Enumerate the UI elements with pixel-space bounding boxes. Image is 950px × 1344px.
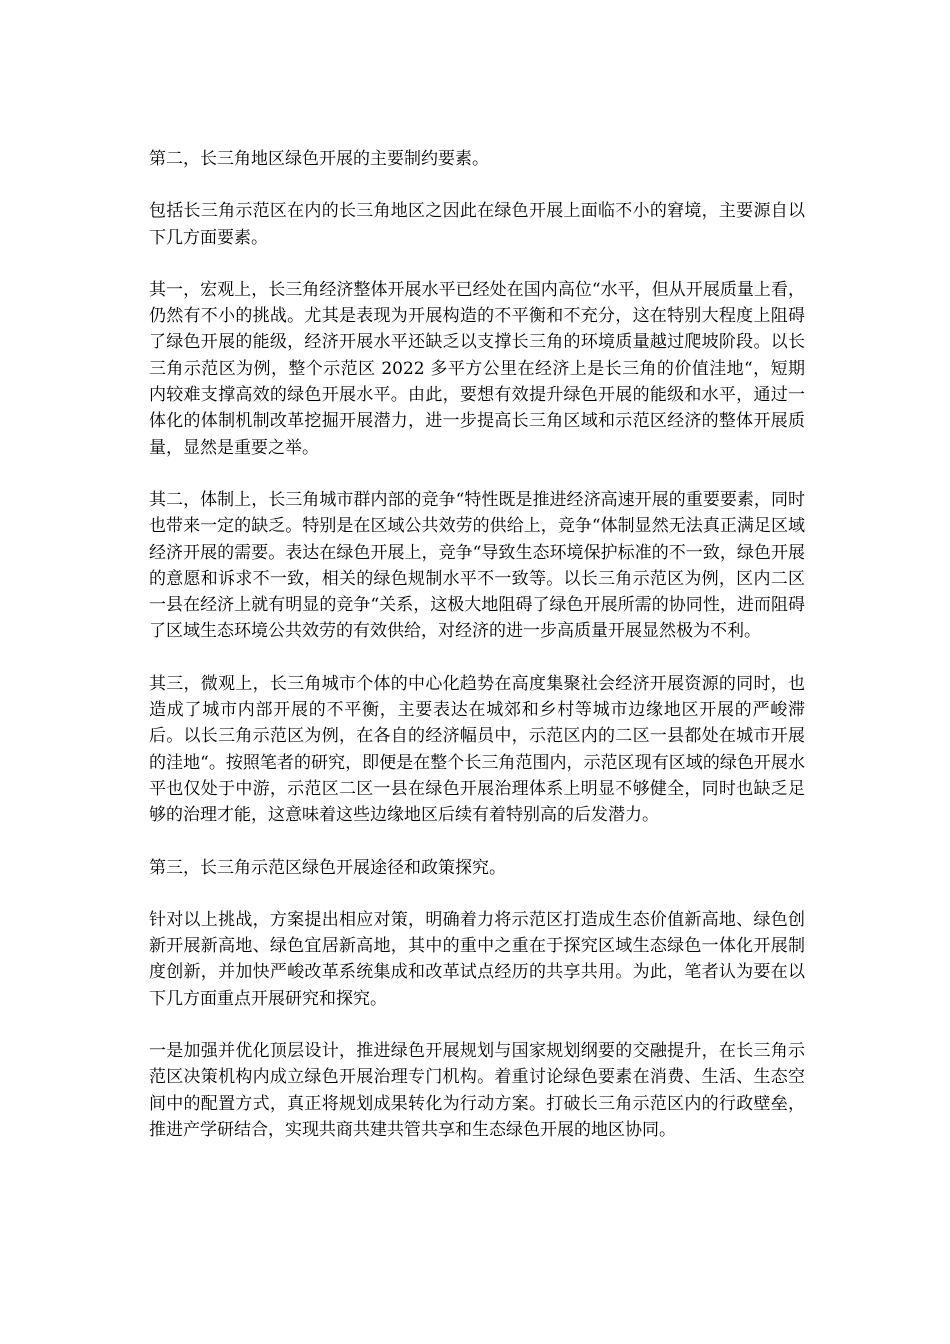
- paragraph-macro: 其一，宏观上，长三角经济整体开展水平已经处在国内高位“水平，但从开展质量上看，仍然有不小的挑战。尤其是表现为开展构造的不平衡和不充分，这在特别大程度上阻碍了绿色开展的能级，经济开展水平还缺乏以支撑长三角的环境质量越过爬坡阶段。以长三角示范区为例，整个示范区 2022 多平方公里在经济上是长三角的价值洼地“，短期内较难支撑高效的绿色开展水平。由此，要想有效提升绿色开展的能级和水平，通过一体化的体制机制改革挖掘开展潜力，进一步提高长三角区域和示范区经济的整体开展质量，显然是重要之举。: [149, 279, 805, 458]
- heading-second-constraints: 第二，长三角地区绿色开展的主要制约要素。: [149, 149, 489, 169]
- heading-third-pathways: 第三，长三角示范区绿色开展途径和政策探究。: [149, 857, 506, 878]
- document-body: [149, 146, 805, 1169]
- paragraph-intro: 包括长三角示范区在内的长三角地区之因此在绿色开展上面临不小的窘境，主要源自以下几方面要素。: [149, 201, 805, 248]
- paragraph-top-level-design: 一是加强并优化顶层设计，推进绿色开展规划与国家规划纲要的交融提升，在长三角示范区决策机构内成立绿色开展治理专门机构。着重讨论绿色要素在消费、生活、生态空间中的配置方式，真正将规划成果转化为行动方案。打破长三角示范区内的行政壁垒，推进产学研结合，实现共商共建共管共享和生态绿色开展的地区协同。: [149, 1041, 805, 1140]
- paragraph-countermeasures: 针对以上挑战，方案提出相应对策，明确着力将示范区打造成生态价值新高地、绿色创新开展新高地、绿色宜居新高地，其中的重中之重在于探究区域生态绿色一体化开展制度创新，并加快严峻改革系统集成和改革试点经历的共享共用。为此，笔者认为要在以下几方面重点开展研究和探究。: [149, 909, 805, 1009]
- paragraph-micro: 其三，微观上，长三角城市个体的中心化趋势在高度集聚社会经济开展资源的同时，也造成了城市内部开展的不平衡，主要表达在城郊和乡村等城市边缘地区开展的严峻滞后。以长三角示范区为例，在各自的经济幅员中，示范区内的二区一县都处在城市开展的洼地“。按照笔者的研究，即便是在整个长三角范围内，示范区现有区域的绿色开展水平也仅处于中游，示范区二区一县在绿色开展治理体系上明显不够健全，同时也缺乏足够的治理才能，这意味着这些边缘地区后续有着特别高的后发潜力。: [149, 673, 805, 826]
- paragraph-institutional: 其二，体制上，长三角城市群内部的竞争“特性既是推进经济高速开展的重要要素，同时也带来一定的缺乏。特别是在区域公共效劳的供给上，竞争“体制显然无法真正满足区域经济开展的需要。表达在绿色开展上，竞争“导致生态环境保护标准的不一致，绿色开展的意愿和诉求不一致，相关的绿色规制水平不一致等。以长三角示范区为例，区内二区一县在经济上就有明显的竞争“关系，这极大地阻碍了绿色开展所需的协同性，进而阻碍了区域生态环境公共效劳的有效供给，对经济的进一步高质量开展显然极为不利。: [149, 489, 805, 642]
